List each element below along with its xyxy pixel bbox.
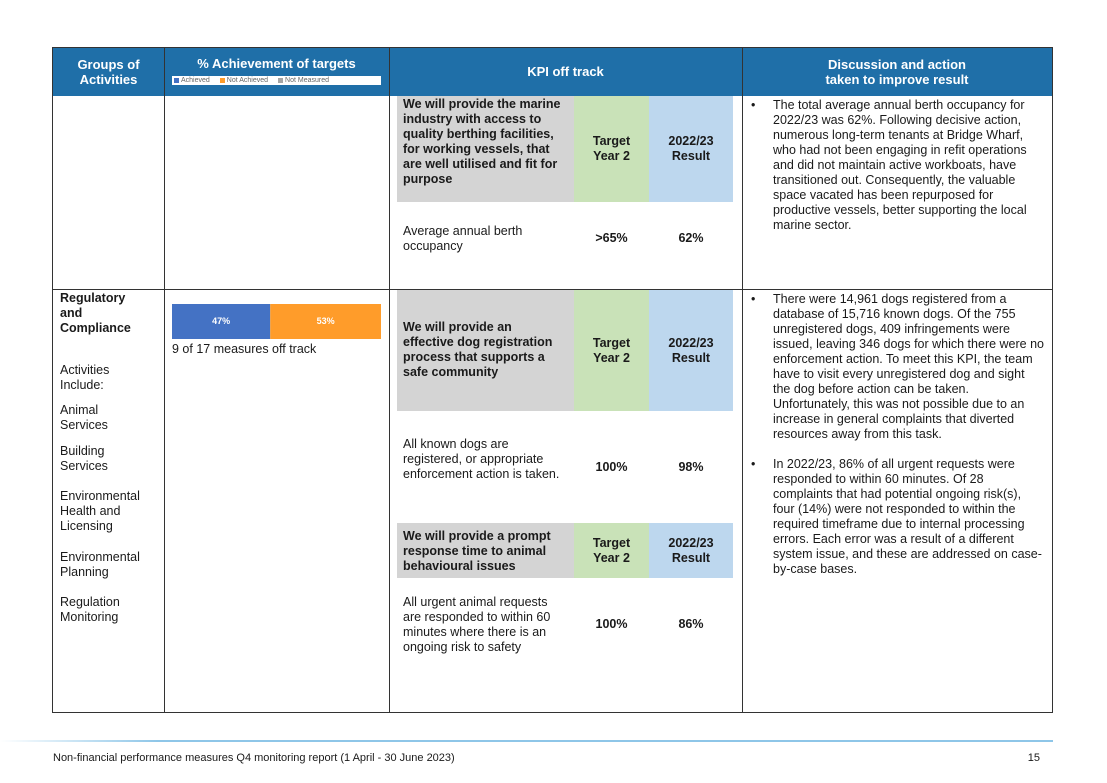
grid-col1 [164, 47, 165, 713]
bar-not-achieved-label: 53% [316, 316, 335, 326]
header-discussion [742, 47, 1052, 96]
row1-result-header [649, 96, 733, 202]
header-kpi-text: KPI off track [527, 64, 604, 79]
row1-discussion-item: • The total average annual berth occupancy for 2022/23 was 62%. Following decisive action, numerous long-term tenants at Bridge Wharf, who had not been engaging in refit operations and did not maintain active workboats, have transitioned out. Consequently, the valuable space vacated has been repurposed for productive vessels, better supporting the local marine sector. [747, 98, 1045, 233]
legend-achieved: Achieved [174, 73, 210, 88]
row2-kpi2-result-header [649, 523, 733, 578]
header-achievement-text: % Achievement of targets [197, 56, 356, 71]
row2-kpi2-result-value: 86% [678, 617, 704, 631]
legend-not-measured: Not Measured [278, 73, 329, 88]
row2-kpi1-result-label: 2022/23 Result [668, 335, 714, 365]
row2-kpi1-target-value: 100% [595, 460, 628, 474]
row2-kpi2-heading: We will provide a prompt response time to animal behavioural issues [403, 529, 551, 573]
legend-not-achieved: Not Achieved [220, 73, 268, 88]
row2-kpi2-result-label: 2022/23 Result [668, 535, 714, 565]
footer-report-title: Non-financial performance measures Q4 monitoring report (1 April - 30 June 2023) [53, 752, 455, 764]
grid-right [1052, 47, 1053, 713]
grid-col2 [389, 47, 390, 713]
grid-col3 [742, 47, 743, 713]
row2-kpi1-result-header [649, 290, 733, 411]
row1-discussion [747, 98, 1045, 233]
grid-bottom [52, 712, 1053, 713]
header-groups [53, 47, 164, 96]
activity-item: Regulation Monitoring [60, 595, 120, 624]
chart-summary: 9 of 17 measures off track [172, 342, 317, 356]
header-kpi [389, 47, 742, 96]
header-groups-text: Groups of Activities [77, 56, 140, 87]
row2-kpi1-target-header [574, 290, 649, 411]
row1-measure: Average annual berth occupancy [403, 224, 523, 253]
grid-left [52, 47, 53, 713]
row2-discussion [747, 292, 1045, 577]
grid-top [52, 47, 1053, 48]
footer-page-number: 15 [1027, 752, 1040, 764]
header-achievement [164, 47, 389, 96]
row1-target-header [574, 96, 649, 202]
bar-achieved-label: 47% [212, 316, 231, 326]
row2-kpi2-target-label: Target Year 2 [592, 535, 631, 565]
header-discussion-line2: taken to improve result [825, 71, 969, 87]
group-title: Regulatory and Compliance [60, 291, 131, 335]
row2-kpi2-target-value: 100% [595, 617, 628, 631]
activity-item: Building Services [60, 444, 108, 473]
activities-label: Activities Include: [60, 363, 110, 392]
header-discussion-line1: Discussion and action [828, 56, 966, 72]
activity-item: Environmental Health and Licensing [60, 489, 140, 533]
row2-kpi1-heading: We will provide an effective dog registration process that supports a safe community [403, 320, 553, 379]
row1-result-value: 62% [678, 231, 704, 245]
row2-discussion-item: • In 2022/23, 86% of all urgent requests were responded to within 60 minutes. Of 28 complaints that had potential ongoing risk(s), four (14%) were not responded to within the required timeframe due to internal processing errors. Each error was a result of a different system issue, and these are addressed on case-by-case bases. [747, 457, 1045, 577]
row1-result-label: 2022/23 Result [668, 134, 714, 163]
activity-item: Environmental Planning [60, 550, 140, 579]
row2-kpi1-target-label: Target Year 2 [592, 335, 631, 365]
footer-rule [0, 740, 1053, 742]
row2-kpi2-measure: All urgent animal requests are responded to within 60 minutes where there is an ongoing risk to safety [403, 595, 551, 654]
row2-kpi1-measure: All known dogs are registered, or appropriate enforcement action is taken. [403, 437, 560, 481]
row2-discussion-item: • There were 14,961 dogs registered from a database of 15,716 known dogs. Of the 755 unregistered dogs, 409 infringements were issued, leaving 346 dogs for which there were no enforcement action. To meet this KPI, the team have to visit every unregistered dog and sight the dog before action can be taken. Unfortunately, this was not possible due to an increase in general complaints that diverted resources away from this task. [747, 292, 1045, 442]
row2-kpi2-target-header [574, 523, 649, 578]
row1-kpi-heading: We will provide the marine industry with access to quality berthing facilities, for working vessels, that are well utilised and fit for purpose [403, 97, 561, 186]
achievement-legend [172, 76, 381, 85]
row2-kpi1-result-value: 98% [678, 460, 704, 474]
row1-target-value: >65% [595, 231, 628, 245]
achievement-chart [172, 304, 382, 340]
row1-target-label: Target Year 2 [592, 134, 631, 163]
activity-item: Animal Services [60, 403, 108, 432]
